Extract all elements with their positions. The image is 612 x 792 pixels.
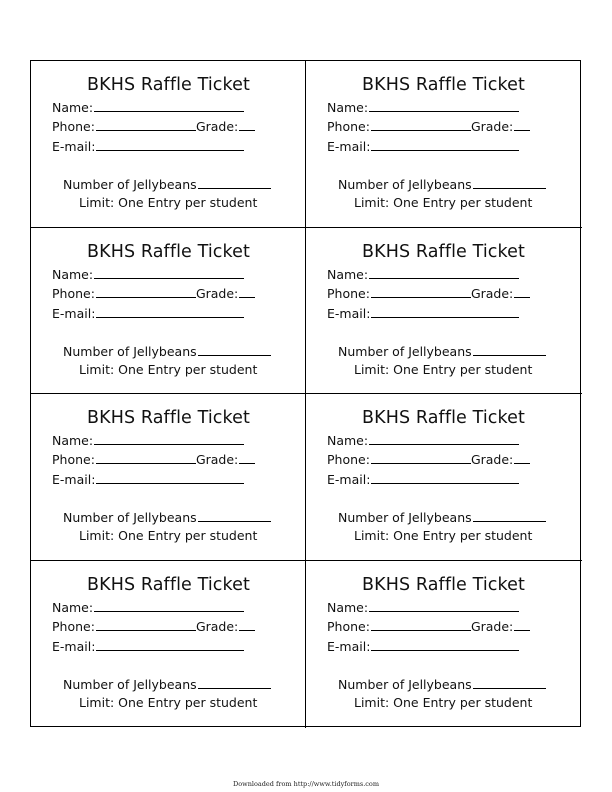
phone-label: Phone: <box>327 286 370 301</box>
phone-blank[interactable] <box>96 285 196 298</box>
email-label: E-mail: <box>52 639 96 654</box>
limit-text: Limit: One Entry per student <box>354 362 533 377</box>
raffle-ticket-r4-c2 <box>306 561 582 728</box>
name-blank[interactable] <box>369 99 519 112</box>
jellybeans-label: Number of Jellybeans <box>63 510 197 525</box>
jellybeans-blank[interactable] <box>198 676 271 689</box>
phone-blank[interactable] <box>371 451 471 464</box>
email-label: E-mail: <box>52 306 96 321</box>
grade-label: Grade: <box>470 619 514 634</box>
name-blank[interactable] <box>369 266 519 279</box>
name-row <box>327 266 519 282</box>
jellybeans-blank[interactable] <box>198 343 271 356</box>
jellybeans-blank[interactable] <box>198 509 271 522</box>
email-row <box>52 638 244 654</box>
download-footer: Downloaded from http://www.tidyforms.com <box>233 780 379 788</box>
phone-row <box>52 118 255 134</box>
phone-label: Phone: <box>52 119 95 134</box>
grade-label: Grade: <box>195 619 239 634</box>
limit-text: Limit: One Entry per student <box>79 195 258 210</box>
email-blank[interactable] <box>371 471 519 484</box>
phone-blank[interactable] <box>371 618 471 631</box>
email-label: E-mail: <box>327 306 371 321</box>
ticket-title: BKHS Raffle Ticket <box>87 575 250 595</box>
phone-row <box>327 118 530 134</box>
limit-text: Limit: One Entry per student <box>354 528 533 543</box>
name-blank[interactable] <box>369 599 519 612</box>
limit-text: Limit: One Entry per student <box>79 362 258 377</box>
phone-row <box>52 618 255 634</box>
name-row <box>52 432 244 448</box>
raffle-ticket-r3-c1 <box>31 394 306 561</box>
email-blank[interactable] <box>371 138 519 151</box>
limit-text: Limit: One Entry per student <box>79 695 258 710</box>
jellybeans-row <box>338 509 546 525</box>
ticket-title: BKHS Raffle Ticket <box>362 408 525 428</box>
email-row <box>52 138 244 154</box>
phone-label: Phone: <box>327 452 370 467</box>
name-label: Name: <box>327 100 369 115</box>
phone-row <box>327 285 530 301</box>
grade-label: Grade: <box>195 452 239 467</box>
email-row <box>52 471 244 487</box>
grade-label: Grade: <box>470 452 514 467</box>
name-label: Name: <box>52 433 94 448</box>
name-row <box>327 99 519 115</box>
name-label: Name: <box>52 100 94 115</box>
grade-blank[interactable] <box>239 451 255 464</box>
raffle-ticket-r1-c2 <box>306 61 582 228</box>
ticket-title: BKHS Raffle Ticket <box>87 408 250 428</box>
grade-blank[interactable] <box>514 285 530 298</box>
grade-blank[interactable] <box>514 451 530 464</box>
email-blank[interactable] <box>96 305 244 318</box>
email-row <box>327 305 519 321</box>
limit-text: Limit: One Entry per student <box>354 695 533 710</box>
limit-text: Limit: One Entry per student <box>354 195 533 210</box>
email-blank[interactable] <box>96 138 244 151</box>
name-blank[interactable] <box>369 432 519 445</box>
phone-label: Phone: <box>327 119 370 134</box>
email-row <box>327 471 519 487</box>
name-label: Name: <box>52 267 94 282</box>
jellybeans-label: Number of Jellybeans <box>63 677 197 692</box>
ticket-title: BKHS Raffle Ticket <box>362 242 525 262</box>
phone-blank[interactable] <box>371 285 471 298</box>
phone-label: Phone: <box>327 619 370 634</box>
phone-row <box>327 618 530 634</box>
email-blank[interactable] <box>96 638 244 651</box>
name-label: Name: <box>327 600 369 615</box>
email-row <box>52 305 244 321</box>
grade-label: Grade: <box>195 119 239 134</box>
email-blank[interactable] <box>96 471 244 484</box>
ticket-title: BKHS Raffle Ticket <box>362 575 525 595</box>
grade-blank[interactable] <box>514 618 530 631</box>
email-blank[interactable] <box>371 638 519 651</box>
jellybeans-blank[interactable] <box>473 676 546 689</box>
grade-blank[interactable] <box>514 118 530 131</box>
jellybeans-label: Number of Jellybeans <box>338 344 472 359</box>
ticket-title: BKHS Raffle Ticket <box>87 242 250 262</box>
jellybeans-label: Number of Jellybeans <box>63 177 197 192</box>
jellybeans-row <box>338 343 546 359</box>
name-row <box>327 599 519 615</box>
ticket-sheet <box>30 60 581 727</box>
jellybeans-row <box>338 176 546 192</box>
ticket-title: BKHS Raffle Ticket <box>87 75 250 95</box>
raffle-ticket-r4-c1 <box>31 561 306 728</box>
grade-label: Grade: <box>470 286 514 301</box>
phone-label: Phone: <box>52 619 95 634</box>
email-label: E-mail: <box>52 472 96 487</box>
grade-label: Grade: <box>470 119 514 134</box>
phone-label: Phone: <box>52 286 95 301</box>
name-blank[interactable] <box>94 266 244 279</box>
name-row <box>327 432 519 448</box>
phone-label: Phone: <box>52 452 95 467</box>
email-label: E-mail: <box>327 139 371 154</box>
name-row <box>52 599 244 615</box>
name-label: Name: <box>327 433 369 448</box>
raffle-ticket-r3-c2 <box>306 394 582 561</box>
name-label: Name: <box>327 267 369 282</box>
grade-blank[interactable] <box>239 285 255 298</box>
jellybeans-label: Number of Jellybeans <box>338 177 472 192</box>
email-blank[interactable] <box>371 305 519 318</box>
phone-blank[interactable] <box>96 618 196 631</box>
phone-row <box>52 285 255 301</box>
email-label: E-mail: <box>327 639 371 654</box>
jellybeans-blank[interactable] <box>473 176 546 189</box>
jellybeans-label: Number of Jellybeans <box>338 510 472 525</box>
name-blank[interactable] <box>94 599 244 612</box>
jellybeans-label: Number of Jellybeans <box>63 344 197 359</box>
ticket-title: BKHS Raffle Ticket <box>362 75 525 95</box>
email-row <box>327 638 519 654</box>
jellybeans-row <box>63 676 271 692</box>
raffle-ticket-r2-c2 <box>306 228 582 394</box>
name-blank[interactable] <box>94 99 244 112</box>
phone-blank[interactable] <box>96 118 196 131</box>
limit-text: Limit: One Entry per student <box>79 528 258 543</box>
grade-blank[interactable] <box>239 618 255 631</box>
jellybeans-row <box>63 343 271 359</box>
email-label: E-mail: <box>52 139 96 154</box>
phone-row <box>327 451 530 467</box>
email-row <box>327 138 519 154</box>
jellybeans-row <box>63 509 271 525</box>
name-label: Name: <box>52 600 94 615</box>
name-row <box>52 266 244 282</box>
phone-blank[interactable] <box>96 451 196 464</box>
phone-row <box>52 451 255 467</box>
grade-label: Grade: <box>195 286 239 301</box>
raffle-ticket-r2-c1 <box>31 228 306 394</box>
jellybeans-row <box>338 676 546 692</box>
grade-blank[interactable] <box>239 118 255 131</box>
jellybeans-label: Number of Jellybeans <box>338 677 472 692</box>
jellybeans-blank[interactable] <box>198 176 271 189</box>
jellybeans-blank[interactable] <box>473 343 546 356</box>
phone-blank[interactable] <box>371 118 471 131</box>
raffle-ticket-r1-c1 <box>31 61 306 228</box>
name-blank[interactable] <box>94 432 244 445</box>
jellybeans-row <box>63 176 271 192</box>
email-label: E-mail: <box>327 472 371 487</box>
name-row <box>52 99 244 115</box>
jellybeans-blank[interactable] <box>473 509 546 522</box>
